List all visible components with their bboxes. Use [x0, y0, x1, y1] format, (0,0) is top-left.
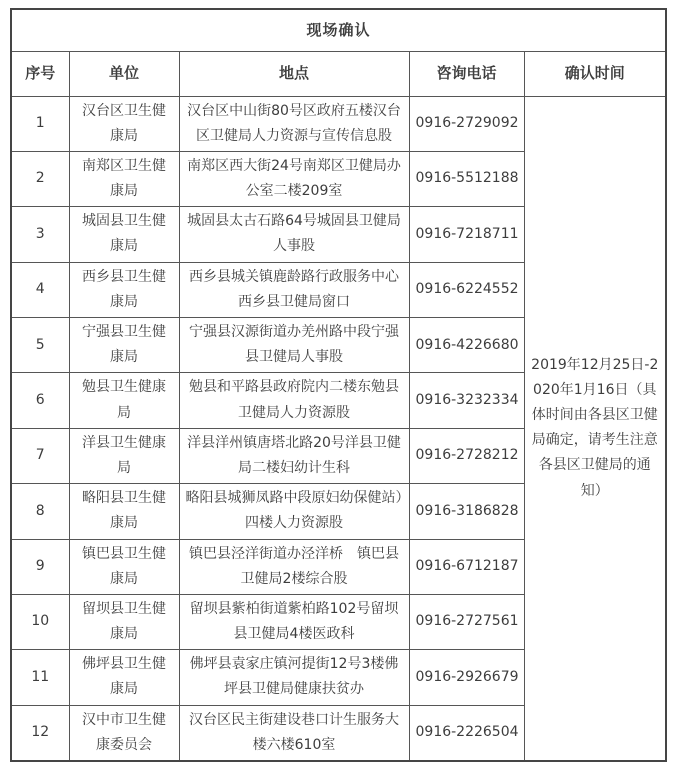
phone-cell: 0916-3232334	[409, 373, 524, 428]
location-cell: 宁强县汉源街道办羌州路中段宁强县卫健局人事股	[179, 318, 409, 373]
location-cell: 城固县太古石路64号城固县卫健局人事股	[179, 207, 409, 262]
location-cell: 汉台区民主街建设巷口计生服务大楼六楼610室	[179, 705, 409, 761]
unit-cell: 城固县卫生健康局	[69, 207, 179, 262]
location-cell: 镇巴县泾洋街道办泾洋桥 镇巴县卫健局2楼综合股	[179, 539, 409, 594]
serial-number-cell: 11	[11, 650, 69, 705]
serial-number-cell: 9	[11, 539, 69, 594]
phone-cell: 0916-4226680	[409, 318, 524, 373]
serial-number-cell: 4	[11, 262, 69, 317]
serial-number-cell: 12	[11, 705, 69, 761]
column-header-location: 地点	[179, 51, 409, 96]
location-cell: 略阳县城狮凤路中段原妇幼保健站）四楼人力资源股	[179, 484, 409, 539]
unit-cell: 佛坪县卫生健康局	[69, 650, 179, 705]
unit-cell: 汉中市卫生健康委员会	[69, 705, 179, 761]
serial-number-cell: 6	[11, 373, 69, 428]
location-cell: 勉县和平路县政府院内二楼东勉县卫健局人力资源股	[179, 373, 409, 428]
serial-number-cell: 8	[11, 484, 69, 539]
column-header-confirm-time: 确认时间	[524, 51, 666, 96]
phone-cell: 0916-2729092	[409, 96, 524, 151]
column-header-serial: 序号	[11, 51, 69, 96]
phone-cell: 0916-2727561	[409, 594, 524, 649]
phone-cell: 0916-2926679	[409, 650, 524, 705]
table-row	[11, 96, 666, 151]
location-cell: 汉台区中山街80号区政府五楼汉台区卫健局人力资源与宣传信息股	[179, 96, 409, 151]
phone-cell: 0916-6224552	[409, 262, 524, 317]
unit-cell: 汉台区卫生健康局	[69, 96, 179, 151]
location-cell: 留坝县紫柏街道紫柏路102号留坝县卫健局4楼医政科	[179, 594, 409, 649]
unit-cell: 留坝县卫生健康局	[69, 594, 179, 649]
unit-cell: 勉县卫生健康局	[69, 373, 179, 428]
table-header-row	[11, 51, 666, 96]
unit-cell: 西乡县卫生健康局	[69, 262, 179, 317]
serial-number-cell: 5	[11, 318, 69, 373]
onsite-confirmation-table	[10, 8, 667, 762]
column-header-phone: 咨询电话	[409, 51, 524, 96]
serial-number-cell: 2	[11, 151, 69, 206]
unit-cell: 南郑区卫生健康局	[69, 151, 179, 206]
table-title-row	[11, 9, 666, 51]
confirm-time-cell: 2019年12月25日-2020年1月16日（具体时间由各县区卫健局确定，请考生注意各县区卫健局的通知）	[524, 96, 666, 761]
serial-number-cell: 1	[11, 96, 69, 151]
phone-cell: 0916-5512188	[409, 151, 524, 206]
phone-cell: 0916-2728212	[409, 428, 524, 483]
location-cell: 佛坪县袁家庄镇河提街12号3楼佛坪县卫健局健康扶贫办	[179, 650, 409, 705]
phone-cell: 0916-3186828	[409, 484, 524, 539]
unit-cell: 镇巴县卫生健康局	[69, 539, 179, 594]
serial-number-cell: 10	[11, 594, 69, 649]
phone-cell: 0916-2226504	[409, 705, 524, 761]
table-title: 现场确认	[11, 9, 666, 51]
unit-cell: 洋县卫生健康局	[69, 428, 179, 483]
unit-cell: 宁强县卫生健康局	[69, 318, 179, 373]
column-header-unit: 单位	[69, 51, 179, 96]
location-cell: 洋县洋州镇唐塔北路20号洋县卫健局二楼妇幼计生科	[179, 428, 409, 483]
unit-cell: 略阳县卫生健康局	[69, 484, 179, 539]
serial-number-cell: 3	[11, 207, 69, 262]
phone-cell: 0916-6712187	[409, 539, 524, 594]
location-cell: 西乡县城关镇鹿龄路行政服务中心西乡县卫健局窗口	[179, 262, 409, 317]
serial-number-cell: 7	[11, 428, 69, 483]
location-cell: 南郑区西大街24号南郑区卫健局办公室二楼209室	[179, 151, 409, 206]
phone-cell: 0916-7218711	[409, 207, 524, 262]
